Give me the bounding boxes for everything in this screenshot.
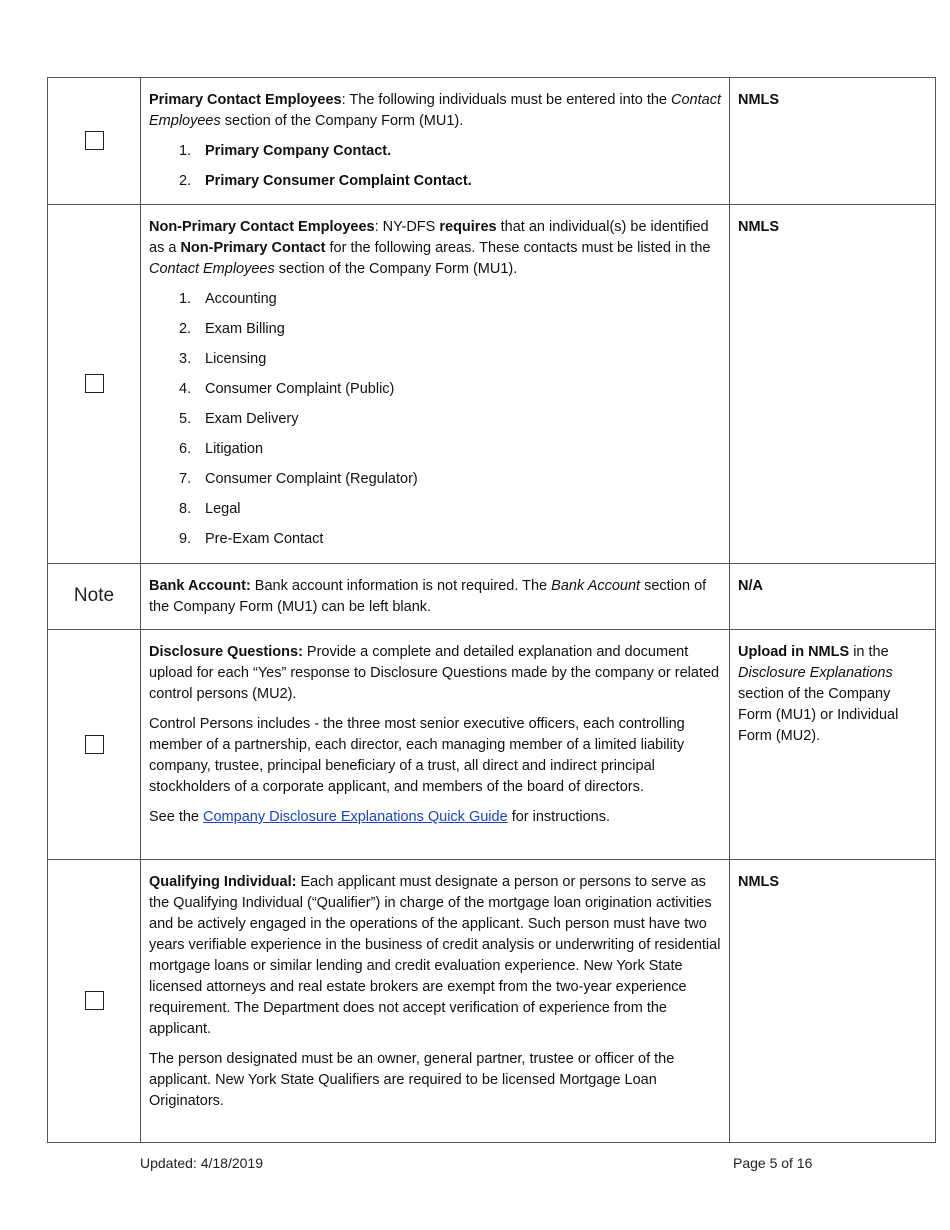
list-label: Licensing (205, 351, 267, 367)
table-row (48, 860, 936, 1143)
list-label: Primary Company Contact. (205, 143, 392, 159)
paragraph (149, 1049, 721, 1112)
location-cell (730, 78, 936, 205)
text-bold: Upload in NMLS (738, 644, 850, 660)
text-italic: Contact Employees (149, 261, 275, 277)
contact-list (149, 141, 721, 192)
location-cell (730, 564, 936, 630)
list-label: Litigation (205, 441, 264, 457)
list-number: 2. (179, 173, 192, 189)
page-number: Page 5 of 16 (733, 1155, 813, 1171)
description-cell (141, 860, 730, 1143)
text: for the following areas. These contacts must be listed in the (325, 240, 711, 256)
text: in the (849, 644, 889, 660)
table-row (48, 630, 936, 860)
checkbox-cell (48, 860, 141, 1143)
text: section of the Company Form (MU1) can be left blank. (149, 578, 707, 615)
location-cell (730, 630, 936, 860)
text: section of the Company Form (MU1). (274, 261, 518, 277)
contact-area-list (149, 289, 721, 550)
updated-date: Updated: 4/18/2019 (140, 1155, 263, 1171)
text: The person designated must be an owner, general partner, trustee or officer of the applicant. New York State Qualifiers are required to be licensed Mortgage Loan Originators. (149, 1051, 675, 1109)
list-label: Exam Delivery (205, 411, 299, 427)
row-title: Qualifying Individual: (149, 874, 297, 890)
list-number: 8. (179, 501, 192, 517)
text-italic: Contact Employees (149, 92, 721, 129)
checkbox-cell (48, 205, 141, 564)
list-item (149, 469, 721, 490)
list-number: 6. (179, 441, 192, 457)
table-row (48, 205, 936, 564)
row-title: Primary Contact Employees (149, 92, 342, 108)
requirements-table (47, 77, 936, 1143)
row-title: Bank Account: (149, 578, 251, 594)
paragraph (149, 714, 721, 798)
description-cell (141, 564, 730, 630)
location-text: NMLS (738, 92, 780, 108)
list-label: Accounting (205, 291, 277, 307)
list-item (149, 409, 721, 430)
location-text: NMLS (738, 219, 780, 235)
list-label: Consumer Complaint (Regulator) (205, 471, 418, 487)
description-cell (141, 205, 730, 564)
list-number: 4. (179, 381, 192, 397)
list-item (149, 439, 721, 460)
list-item (149, 499, 721, 520)
checkbox-cell (48, 78, 141, 205)
location-cell (730, 860, 936, 1143)
description-cell (141, 78, 730, 205)
quick-guide-link[interactable]: Company Disclosure Explanations Quick Guide (203, 809, 508, 825)
list-item (149, 379, 721, 400)
row-title: Non-Primary Contact Employees (149, 219, 375, 235)
list-number: 3. (179, 351, 192, 367)
row-title: Disclosure Questions: (149, 644, 303, 660)
list-label: Exam Billing (205, 321, 285, 337)
table-row (48, 78, 936, 205)
text: section of the Company Form (MU1) or Individual Form (MU2). (738, 686, 899, 744)
list-label: Legal (205, 501, 241, 517)
text: : The following individuals must be entered into the (341, 92, 672, 108)
list-item (149, 171, 721, 192)
table-row (48, 564, 936, 630)
text: See the (149, 809, 204, 825)
text: Provide a complete and detailed explanation and document upload for each “Yes” response to Disclosure Questions made by the company or related control persons (MU2). (149, 644, 720, 702)
paragraph (149, 872, 721, 1040)
list-number: 9. (179, 531, 192, 547)
text: that an individual(s) be identified as a (149, 219, 709, 256)
list-item (149, 141, 721, 162)
text-italic: Bank Account (551, 578, 641, 594)
text: for instructions. (507, 809, 611, 825)
text: Bank account information is not required. The (250, 578, 552, 594)
list-number: 7. (179, 471, 192, 487)
list-number: 5. (179, 411, 192, 427)
list-label: Consumer Complaint (Public) (205, 381, 395, 397)
list-number: 2. (179, 321, 192, 337)
paragraph (149, 576, 721, 618)
location-cell (730, 205, 936, 564)
description-cell (141, 630, 730, 860)
location-text (738, 642, 927, 747)
text-bold: requires (439, 219, 497, 235)
text: Each applicant must designate a person or persons to serve as the Qualifying Individual (“Qualifier”) in charge of the mortgage loan origination activities and be actively engaged in the operations of the applicant. Such person must have two years verifiable experience in the business of credit analysis or underwriting of residential mortgage loans or similar lending and credit evaluation experience. New York State licensed attorneys and real estate brokers are exempt from the two-year experience requirement. The Department does not accept verification of experience from the applicant. (149, 874, 721, 1037)
note-cell (48, 564, 141, 630)
text: : NY-DFS (374, 219, 440, 235)
paragraph (149, 642, 721, 705)
list-item (149, 349, 721, 370)
text-italic: Disclosure Explanations (738, 665, 893, 681)
paragraph (149, 217, 721, 280)
paragraph (149, 90, 721, 132)
paragraph (149, 807, 721, 828)
list-item (149, 319, 721, 340)
location-text: N/A (738, 578, 763, 594)
list-number: 1. (179, 291, 192, 307)
note-label: Note (73, 585, 115, 606)
location-text: NMLS (738, 874, 780, 890)
list-label: Primary Consumer Complaint Contact. (205, 173, 472, 189)
list-label: Pre-Exam Contact (205, 531, 324, 547)
list-number: 1. (179, 143, 192, 159)
checkbox[interactable] (85, 735, 104, 754)
text: Control Persons includes - the three most senior executive officers, each controlling member of a partnership, each director, each managing member of a limited liability company, trustee, principal beneficiary of a trust, all direct and indirect principal stockholders of a corporate applicant, and members of the board of directors. (149, 716, 685, 795)
checkbox[interactable] (85, 374, 104, 393)
checkbox[interactable] (85, 991, 104, 1010)
text: section of the Company Form (MU1). (220, 113, 464, 129)
checkbox[interactable] (85, 131, 104, 150)
list-item (149, 289, 721, 310)
checkbox-cell (48, 630, 141, 860)
text-bold: Non-Primary Contact (180, 240, 326, 256)
list-item (149, 529, 721, 550)
